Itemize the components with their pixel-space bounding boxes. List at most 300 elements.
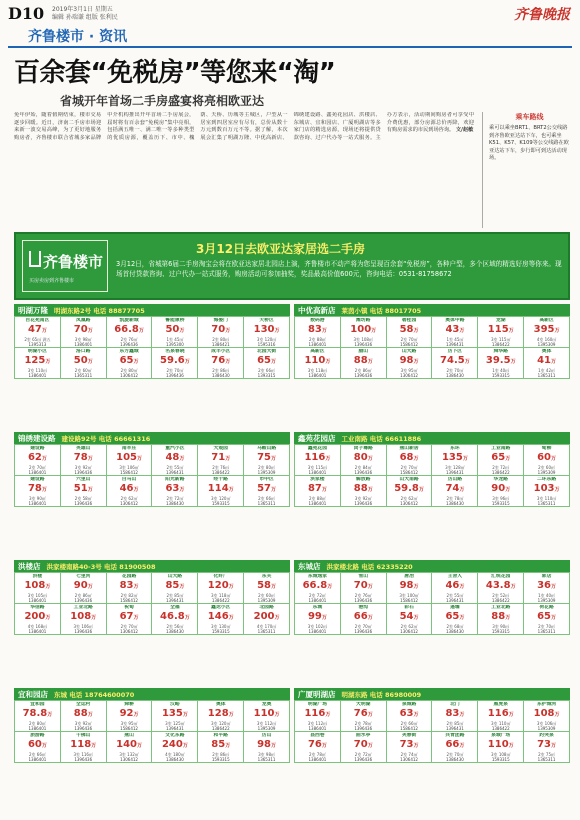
listing-card [432, 701, 477, 731]
listing-meta: 2室 70㎡ [120, 624, 138, 629]
listing-price [153, 355, 196, 368]
listing-meta: 3室 100㎡ [399, 593, 419, 598]
listing-name: 高新区 [310, 349, 325, 354]
listing-price [199, 580, 242, 593]
listing-price-value: 65 [537, 611, 552, 622]
listing-price-value: 120 [207, 580, 229, 591]
listing-meta: 3室 130㎡ [211, 624, 231, 629]
listing-card [432, 732, 477, 762]
listing-name: 和平路 [213, 733, 228, 738]
listing-meta: 2室 78㎡ [354, 721, 372, 726]
listing-meta: 3室 120㎡ [211, 721, 231, 726]
listing-price-unit: 万 [505, 487, 511, 493]
listing-phone: 1386422 [211, 726, 230, 731]
event-description: 3月12日，省城第6届二手房淘宝会将在欧亚达家居北园店上演，齐鲁楼市不动产将为您呈现百余套“免税房”，各种户型，多个区域的精选好房等你来。现场首付贷款咨询、过户代办一站式服务，购房活动可参加抽奖，奖品最高价值600元，咨询电话：0531-81758672 [116, 260, 562, 278]
article-byline: 文/赵敏 [455, 127, 474, 133]
listing-meta: 1室 45㎡ [446, 337, 464, 342]
agency-name: 洪楼店 [18, 561, 41, 571]
listing-price [108, 580, 151, 593]
listing-price [296, 483, 339, 496]
listing-price-value: 200 [24, 611, 46, 622]
listing-meta: 3室 106㎡ [119, 465, 139, 470]
listing-card [387, 604, 432, 634]
listing-meta: 2室 85㎡ [446, 721, 464, 726]
listing-price-value: 88 [73, 708, 88, 719]
listing-price [108, 452, 151, 465]
bus-route-text: 乘可以乘坐BRT1、BRT2公交线路到齐鲁欧亚达站下车，也可乘坐K51、K57、K109等公交线路在欧亚达站下车，步行即可到达活动现场。 [489, 125, 569, 161]
listing-price-unit: 万 [133, 584, 139, 590]
listing-name: 东关 [261, 574, 272, 579]
listing-price [388, 355, 431, 368]
listing-cards [14, 572, 290, 635]
listing-cards [294, 316, 570, 379]
agency-header [294, 688, 570, 700]
listing-price [296, 611, 339, 624]
listing-price-value: 118 [70, 739, 92, 750]
listing-name: 全运村 [76, 702, 91, 707]
listing-card [524, 701, 569, 731]
listing-price [342, 708, 385, 721]
listing-price-unit: 万 [184, 615, 190, 621]
listing-price-value: 108 [533, 708, 555, 719]
listing-price [62, 739, 105, 752]
listing-price-unit: 万 [510, 584, 516, 590]
listing-name: 王舍人 [447, 574, 463, 579]
listing-meta: 2室 62㎡ [400, 496, 418, 501]
listing-name: 潍坊路 [356, 318, 371, 323]
listing-name: 燕山 [124, 733, 134, 738]
listing-price [245, 324, 288, 337]
listing-name: 建设路 [30, 477, 45, 482]
masthead [8, 4, 572, 48]
listing-price-value: 70 [353, 739, 368, 750]
listing-name: 明湖小区 [27, 349, 48, 354]
listing-card [107, 573, 152, 603]
listing-price-value: 130 [253, 324, 275, 335]
listing-price-value: 76 [353, 708, 368, 719]
listing-card [387, 732, 432, 762]
listing-price-unit: 万 [271, 456, 277, 462]
listing-name: 大明湖 [356, 702, 371, 707]
listing-card [387, 348, 432, 378]
listing-card [478, 701, 523, 731]
listing-phone: 1365311 [537, 629, 556, 634]
listing-meta: 2室 70㎡ [446, 752, 464, 757]
listing-price-unit: 万 [138, 328, 144, 334]
listing-price-value: 67 [119, 611, 134, 622]
listing-price [245, 355, 288, 368]
listing-card [61, 317, 106, 347]
agency-header [294, 432, 570, 444]
listing-card [15, 317, 60, 347]
listing-card [524, 317, 569, 347]
listing-phone: 1395309 [257, 470, 276, 475]
agency-info: 洪家楼南路40-3号 电话 81900508 [46, 562, 156, 571]
listing-meta: 2室 62㎡ [120, 496, 138, 501]
listing-meta: 2室 80㎡ [258, 465, 276, 470]
listing-meta: 3室 112㎡ [256, 721, 277, 726]
listing-price [388, 580, 431, 593]
listing-price [16, 739, 59, 752]
listing-meta: 3室 110㎡ [536, 496, 557, 501]
listing-phone: 1586412 [120, 726, 138, 731]
listing-price-value: 63 [399, 708, 414, 719]
listing-phone: 1396436 [354, 757, 373, 762]
listing-name: 历下区 [447, 349, 463, 354]
listing-price-unit: 万 [45, 584, 51, 590]
listing-price-unit: 万 [274, 712, 280, 718]
agency-name: 广厦明湖店 [298, 689, 336, 699]
listing-card [198, 445, 243, 475]
listing-phone: 1593315 [491, 373, 510, 378]
listing-meta: 2室 66㎡ [258, 496, 276, 501]
listing-name: 龙奥 [261, 702, 272, 707]
listing-name: 大观园 [213, 446, 228, 451]
agency-name: 锦绣建设路 [18, 433, 56, 443]
listing-card [387, 701, 432, 731]
listing-price-unit: 万 [321, 615, 327, 621]
listing-price [245, 708, 288, 721]
listing-price-unit: 万 [367, 743, 373, 749]
listing-price [342, 580, 385, 593]
listing-name: 碧桂园 [401, 318, 417, 323]
listing-name: 遥墙 [450, 605, 460, 610]
listing-card [107, 445, 152, 475]
listing-card [61, 348, 106, 378]
listing-phone: 1593315 [491, 501, 510, 506]
listing-meta: 2室 82㎡ [120, 593, 138, 598]
agency-header [14, 688, 290, 700]
listing-phone: 1365311 [74, 373, 93, 378]
listing-name: 洪家楼 [310, 477, 325, 482]
listing-card [341, 445, 386, 475]
agency-info: 明湖东路2号 电话 88877705 [54, 306, 145, 315]
listing-card [61, 445, 106, 475]
listing-price-value: 200 [253, 611, 275, 622]
listing-price-value: 59.8 [394, 483, 419, 494]
listing-meta: 3室 115㎡ [491, 337, 511, 342]
listing-price-unit: 万 [179, 584, 185, 590]
listing-price-value: 73 [399, 739, 414, 750]
listing-meta: 3室 110㎡ [491, 721, 511, 726]
listing-price-value: 70 [211, 324, 226, 335]
listing-price-unit: 万 [87, 712, 93, 718]
listing-price [525, 324, 568, 337]
listing-price-unit: 万 [91, 743, 97, 749]
listing-phone: 1396436 [354, 501, 373, 506]
listing-price [433, 580, 476, 593]
listing-meta: 2室 70㎡ [400, 337, 418, 342]
listing-card [15, 476, 60, 506]
listing-price-value: 135 [161, 708, 183, 719]
listing-name: 马鞍山路 [256, 446, 277, 451]
listing-card [478, 476, 523, 506]
listing-price-value: 240 [161, 739, 183, 750]
listing-meta: 2室 75㎡ [538, 752, 556, 757]
listing-meta: 3室 95㎡ [120, 721, 138, 726]
agency-name: 中优高新店 [298, 305, 336, 315]
listing-card [295, 348, 340, 378]
listing-meta: 2室 80㎡ [120, 368, 138, 373]
listing-price-value: 116 [304, 452, 326, 463]
listing-price [16, 483, 59, 496]
listing-name: 明湖广场 [307, 702, 328, 707]
listing-card [244, 573, 289, 603]
listing-phone: 1396436 [74, 629, 93, 634]
listing-name: 英雄山 [76, 446, 91, 451]
listing-phone: 1386430 [211, 373, 230, 378]
listing-price-value: 50 [165, 324, 180, 335]
listing-price [296, 324, 339, 337]
listing-price [62, 580, 105, 593]
listing-price-unit: 万 [91, 615, 97, 621]
listing-meta: 2室 88㎡ [308, 337, 326, 342]
listing-meta: 2室 55㎡ [446, 593, 464, 598]
listing-price-unit: 万 [464, 359, 470, 365]
listing-price-unit: 万 [45, 359, 51, 365]
listing-name: 洪楼 [32, 574, 43, 579]
listing-name: 山大路 [167, 574, 183, 579]
listing-name: 东城逸家 [307, 574, 328, 579]
listing-price [433, 452, 476, 465]
agency-block [294, 432, 570, 507]
listing-card [152, 476, 197, 506]
listing-price [16, 708, 59, 721]
listing-phone: 1386401 [28, 757, 47, 762]
agency-header [294, 304, 570, 316]
listing-price [525, 452, 568, 465]
listing-meta: 3室 116㎡ [73, 752, 93, 757]
listing-price-value: 83 [119, 580, 134, 591]
listing-price [296, 739, 339, 752]
listing-price-unit: 万 [133, 359, 139, 365]
listing-price [108, 483, 151, 496]
agency-block [294, 688, 570, 763]
listing-name: 趵突泉 [539, 733, 554, 738]
listing-meta: 2室 76㎡ [212, 465, 230, 470]
listing-price [199, 324, 242, 337]
listing-meta: 3室 120㎡ [211, 496, 231, 501]
listing-meta: 2室 78㎡ [308, 752, 326, 757]
listing-price-value: 92 [119, 708, 134, 719]
listing-name: 燕山新居 [399, 446, 419, 451]
listing-meta: 2室 84㎡ [354, 465, 372, 470]
listing-price-value: 90 [73, 580, 88, 591]
listing-price-unit: 万 [41, 743, 47, 749]
listing-phone: 1395309 [257, 726, 276, 731]
listing-phone: 1386401 [28, 598, 47, 603]
listing-price-value: 50 [73, 355, 88, 366]
listing-meta: 2室 86㎡ [74, 593, 92, 598]
listing-phone: 1396431 [445, 342, 464, 347]
listing-price-value: 68 [399, 452, 414, 463]
listing-price-unit: 万 [413, 359, 419, 365]
listing-price-value: 66 [445, 739, 460, 750]
listing-price [62, 355, 105, 368]
listing-card [15, 348, 60, 378]
listing-meta: 2室 56㎡ [166, 624, 184, 629]
listing-phone: 1396436 [165, 373, 184, 378]
listing-card [15, 573, 60, 603]
listing-price-unit: 万 [228, 712, 234, 718]
listing-price-unit: 万 [137, 743, 143, 749]
section-title: 齐鲁楼市 · 资讯 [28, 29, 128, 45]
listing-phone: 1386430 [445, 373, 464, 378]
listing-price-value: 74 [445, 483, 460, 494]
listing-price-value: 78.8 [22, 708, 48, 719]
listing-meta: 2室 70㎡ [28, 465, 46, 470]
listing-price-value: 88 [491, 611, 506, 622]
issue-meta [52, 6, 118, 22]
listing-meta: 2室 76㎡ [354, 593, 372, 598]
listing-price [433, 611, 476, 624]
listing-card [432, 317, 477, 347]
listing-price-value: 57 [257, 483, 272, 494]
listing-price-unit: 万 [510, 359, 516, 365]
listing-price [479, 483, 522, 496]
listing-name: 洛口路 [76, 349, 91, 354]
agency-block [14, 432, 290, 507]
listing-price-unit: 万 [413, 584, 419, 590]
listing-price-unit: 万 [462, 456, 468, 462]
listing-price-unit: 万 [508, 328, 514, 334]
listing-name: 港沟 [358, 605, 369, 610]
listing-card [432, 573, 477, 603]
listing-card [198, 604, 243, 634]
listing-phone: 1396431 [165, 598, 184, 603]
event-logo-text: 齐鲁楼市 [43, 253, 104, 271]
listing-phone: 1306412 [400, 757, 418, 762]
listing-meta: 3室 98㎡ [258, 752, 276, 757]
listing-price-value: 76 [211, 355, 226, 366]
listing-price [108, 708, 151, 721]
listing-price-unit: 万 [182, 712, 188, 718]
listing-card [295, 445, 340, 475]
listing-phone: 1395309 [537, 470, 556, 475]
listing-name: 甸柳 [541, 446, 552, 451]
listing-meta: 1室 40㎡ [492, 368, 510, 373]
listing-name: 百花苑南区 [25, 318, 50, 323]
listing-meta: 3室 118㎡ [211, 593, 231, 598]
listing-card [244, 476, 289, 506]
listing-name: 七里河 [76, 574, 91, 579]
listing-card [198, 317, 243, 347]
listing-price-value: 85 [165, 580, 180, 591]
listing-price-unit: 万 [325, 456, 331, 462]
listing-name: 重汽小区 [165, 446, 185, 451]
listing-price-unit: 万 [554, 712, 560, 718]
listing-name: 山大南路 [399, 477, 419, 482]
listing-meta: 3室 105㎡ [27, 593, 48, 598]
listing-meta: 3室 110㎡ [27, 368, 48, 373]
listing-price [62, 324, 105, 337]
listing-price-value: 59.6 [160, 355, 185, 366]
listing-price-unit: 万 [47, 712, 53, 718]
listing-price [388, 739, 431, 752]
listing-price [245, 452, 288, 465]
listing-price-unit: 万 [87, 456, 93, 462]
listing-meta: 3室 120㎡ [256, 337, 277, 342]
page-number: D10 [8, 4, 45, 23]
listing-card [341, 317, 386, 347]
listing-price-unit: 万 [271, 584, 277, 590]
listing-price-value: 36 [537, 580, 552, 591]
bus-route-title: 乘车路线 [515, 113, 544, 121]
listing-card [432, 604, 477, 634]
bus-route-box [482, 112, 570, 228]
listing-meta: 3室 128㎡ [445, 465, 465, 470]
listing-price-value: 114 [207, 483, 229, 494]
listing-name: 北园路 [259, 605, 274, 610]
listing-phone: 1586412 [120, 598, 138, 603]
listing-price-unit: 万 [459, 584, 465, 590]
listing-price-value: 41 [537, 355, 552, 366]
listing-name: 黑虎泉 [493, 702, 508, 707]
listing-name: 北门 [450, 702, 460, 707]
listing-phone: 1395309 [257, 598, 276, 603]
listing-meta: 2室 86㎡ [354, 368, 372, 373]
listing-phone: 1386401 [308, 629, 327, 634]
listing-price-unit: 万 [228, 584, 234, 590]
listing-card [15, 445, 60, 475]
listing-price-value: 58 [257, 580, 272, 591]
listing-name: 彩石 [404, 605, 414, 610]
listing-price [153, 611, 196, 624]
listing-phone: 1365311 [257, 501, 276, 506]
listing-phone: 1386401 [308, 757, 327, 762]
listing-meta: 2室 68㎡ [446, 624, 464, 629]
listing-price [153, 580, 196, 593]
listing-meta: 3室 132㎡ [119, 752, 139, 757]
listing-name: 华龙路 [493, 477, 508, 482]
listing-meta: 3室 95㎡ [400, 368, 418, 373]
listing-price-unit: 万 [41, 456, 47, 462]
listing-price-unit: 万 [367, 584, 373, 590]
listing-price-unit: 万 [371, 328, 377, 334]
listing-price-unit: 万 [133, 615, 139, 621]
listing-meta: 2室 66㎡ [400, 721, 418, 726]
listing-price-unit: 万 [321, 743, 327, 749]
listing-meta: 2室 58㎡ [74, 496, 92, 501]
listing-cards [294, 700, 570, 763]
listing-price-value: 100 [350, 324, 372, 335]
listing-phone: 1386430 [445, 629, 464, 634]
listing-phone: 1396436 [120, 342, 138, 347]
listing-price-value: 73 [537, 739, 552, 750]
listing-name: 成丰小区 [211, 349, 231, 354]
listing-price-unit: 万 [274, 328, 280, 334]
listing-price-unit: 万 [87, 584, 93, 590]
listing-price [433, 483, 476, 496]
listing-phone: 1386401 [308, 598, 327, 603]
listing-price-value: 74.5 [440, 355, 465, 366]
listing-price [342, 611, 385, 624]
listing-price-value: 98 [257, 739, 272, 750]
listing-price [342, 324, 385, 337]
listing-price [388, 483, 431, 496]
agency-info: 明湖东路 电话 86980009 [341, 690, 422, 699]
listing-card [524, 476, 569, 506]
listing-price-value: 103 [533, 483, 555, 494]
listing-card [152, 701, 197, 731]
listing-price-value: 83 [445, 708, 460, 719]
listing-meta: 2室 60㎡ [258, 593, 276, 598]
listing-name: 海晏门 [213, 318, 228, 323]
listing-price [342, 739, 385, 752]
listing-meta: 2室 72㎡ [354, 752, 372, 757]
listing-price-value: 116 [304, 708, 326, 719]
listing-price [153, 452, 196, 465]
